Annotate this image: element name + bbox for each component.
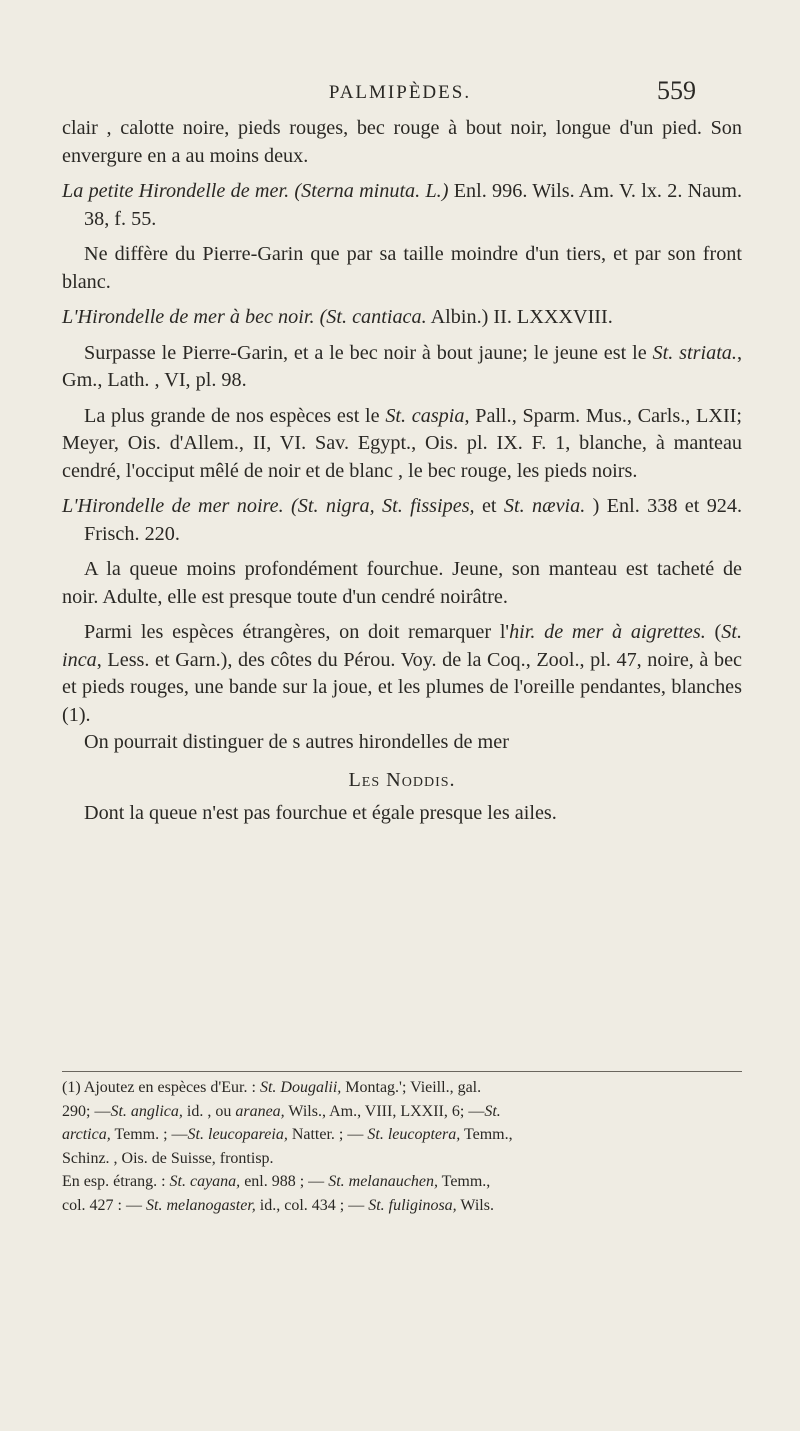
species-entry-petite-hirondelle [62, 178, 742, 233]
latin-name: (St. cantiaca. [319, 306, 427, 328]
section-description [62, 800, 742, 828]
paragraph-text: Ne diffère du Pierre-Garin que par sa taille moindre d'un tiers, et par son front blanc. [62, 243, 742, 293]
species-description [62, 340, 742, 395]
footnote-divider [62, 1071, 742, 1072]
latin-name: St. inca [62, 621, 742, 671]
footnote-line [62, 1123, 742, 1147]
species-entry-bec-noir [62, 304, 742, 332]
note-text: Wils. [460, 1196, 494, 1214]
paragraph-text: Dont la queue n'est pas fourchue et égale presque les ailes. [84, 802, 557, 824]
latin-name: St. caspia [385, 404, 465, 427]
note-text: id. , ou [186, 1102, 232, 1120]
paragraph-text: , Pall., Sparm. Mus., Carls., LXII; Meyer, Ois. d'Allem., II, VI. Sav. Egypt., Ois. pl. IX. F. 1, blanche, à manteau cendré, l'occiput mêlé de noir et de blanc , le bec rouge, les pieds noirs. [62, 404, 743, 482]
note-text: Temm., [463, 1126, 513, 1143]
paragraph-text: La plus grande de nos espèces est le [84, 404, 380, 427]
latin-name: St. melanauchen, [328, 1173, 438, 1190]
footnote-line [62, 1194, 742, 1218]
footnotes [62, 1076, 742, 1217]
species-name: hir. de mer à aigrettes. [509, 621, 706, 643]
references: Enl. 996. Wils. Am. V. lx. 2. Naum. 38, f. 55. [84, 180, 742, 230]
page-header [0, 72, 800, 112]
species-description [62, 241, 742, 296]
latin-name: St. [484, 1102, 501, 1120]
latin-name: St. Dougalii, [259, 1079, 342, 1096]
species-description-caspia [62, 403, 742, 486]
paragraph-text: On pourrait distinguer de s autres hirondelles de mer [84, 731, 509, 753]
paragraph-text [62, 729, 742, 757]
species-name: L'Hirondelle de mer noire. [62, 495, 284, 517]
latin-name: arctica, [62, 1126, 111, 1143]
latin-name: aranea, [235, 1102, 285, 1120]
page-number: 559 [657, 76, 696, 105]
footnote-line [62, 1076, 742, 1100]
note-text: enl. 988 ; — [244, 1173, 325, 1190]
paragraph-text: Surpasse le Pierre-Garin, et a le bec noir à bout jaune; le jeune est le [84, 341, 647, 364]
latin-name: St. melanogaster, [146, 1196, 256, 1214]
note-text: En esp. étrang. : [62, 1173, 166, 1190]
latin-name: St. fuliginosa, [368, 1196, 457, 1214]
main-text [62, 115, 742, 828]
species-description [62, 556, 742, 611]
paragraph-text: , Less. et Garn.), des côtes du Pérou. Voy. de la Coq., Zool., pl. 47, noire, à bec et pieds rouges, une bande sur la joue, et les plumes de l'oreille pendantes, blanches (1). [62, 648, 742, 726]
note-text: Wils., Am., VIII, LXXII, 6; — [288, 1102, 485, 1120]
species-entry-mer-noire [62, 493, 742, 548]
note-text: Montag.'; Vieill., gal. [345, 1079, 482, 1096]
note-text: Schinz. , Ois. de Suisse, frontisp. [62, 1149, 274, 1167]
species-name: L'Hirondelle de mer à bec noir. [62, 306, 315, 328]
note-text: col. 427 : — [62, 1196, 142, 1214]
section-title: Les Noddis. [348, 768, 456, 791]
latin-name: St. leucopareia, [187, 1126, 288, 1143]
latin-name: St. anglica, [110, 1102, 183, 1120]
running-title: PALMIPÈDES. [328, 82, 472, 103]
paragraph-text: clair , calotte noire, pieds rouges, bec rouge à bout noir, longue d'un pied. Son envergure en a au moins deux. [62, 117, 742, 167]
latin-name: St. striata. [652, 341, 737, 364]
references: ) Enl. 338 et 924. Frisch. 220. [84, 495, 743, 545]
latin-name: St. nævia. [503, 495, 586, 517]
footnote-line [62, 1170, 742, 1194]
note-text: 290; — [62, 1102, 111, 1120]
references: Albin.) II. LXXXVIII. [430, 306, 613, 328]
paragraph-text: Parmi les espèces étrangères, on doit remarquer l' [84, 621, 510, 643]
conjunction: et [481, 495, 497, 517]
paragraph-text: ( [714, 621, 722, 643]
paragraph-text: A la queue moins profondément fourchue. Jeune, son manteau est tacheté de noir. Adulte, elle est presque toute d'un cendré noirâtre. [62, 558, 742, 608]
paragraph-continuation [62, 115, 742, 170]
latin-name: (Sterna minuta. L.) [294, 180, 449, 202]
latin-name: St. cayana, [169, 1173, 241, 1190]
species-description-foreign [62, 619, 742, 729]
note-text: Temm. ; — [114, 1126, 188, 1143]
species-name: La petite Hirondelle de mer. [62, 180, 290, 202]
note-text: (1) Ajoutez en espèces d'Eur. : [62, 1079, 256, 1096]
note-text: id., col. 434 ; — [259, 1196, 365, 1214]
footnote-line [62, 1100, 742, 1124]
latin-name: St. leucoptera, [367, 1126, 461, 1143]
note-text: Natter. ; — [291, 1126, 364, 1143]
latin-name: (St. nigra, St. fissipes, [291, 495, 475, 517]
paragraph-text: , Gm., Lath. , VI, pl. 98. [62, 341, 742, 391]
footnote-line [62, 1147, 742, 1171]
note-text: Temm., [441, 1173, 491, 1190]
